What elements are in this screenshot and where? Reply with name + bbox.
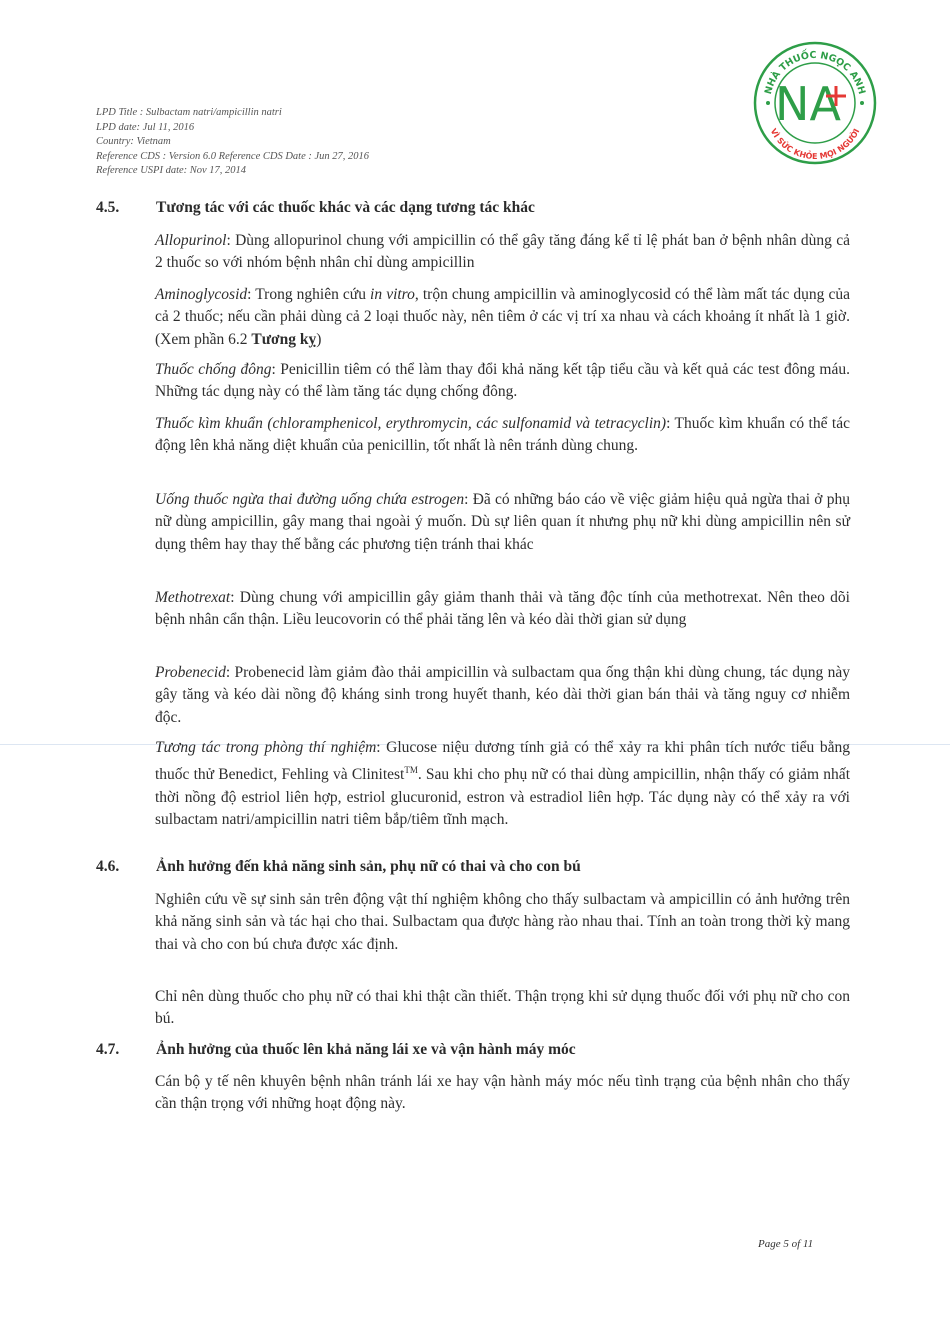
header-line-cds: Reference CDS : Version 6.0 Reference CDS Date : Jun 27, 2016 — [96, 150, 370, 162]
section-number: 4.6. — [96, 858, 120, 875]
paragraph-oral-contraceptive: Uống thuốc ngừa thai đường uống chứa estrogen: Đã có những báo cáo về việc giảm hiệu quả ngừa thai ở phụ nữ dùng ampicillin, gây mang thai ngoài ý muốn. Dù sự liên quan ít nhưng phụ nữ khi dùng ampicillin nên sử dụng thêm hay thay thế bằng các phương tiện tránh thai khác — [155, 491, 851, 553]
section-4-7-heading — [96, 1041, 576, 1059]
pharmacy-stamp-logo — [752, 40, 878, 166]
paragraph-bacteriostatic: Thuốc kìm khuẩn (chloramphenicol, erythromycin, các sulfonamid và tetracyclin): Thuốc kìm khuẩn có thể tác động lên khả năng diệt khuẩn của penicillin, tốt nhất là nên tránh dùng chung. — [155, 415, 850, 455]
section-title: Ảnh hưởng đến khả năng sinh sản, phụ nữ có thai và cho con bú — [156, 858, 581, 875]
header-line-uspi: Reference USPI date: Nov 17, 2014 — [96, 165, 247, 177]
paragraph-lab-interaction: Tương tác trong phòng thí nghiệm: Glucose niệu dương tính giả có thể xảy ra khi phân tích nước tiểu bằng thuốc thử Benedict, Fehling và Clinitest™. Sau khi cho phụ nữ có thai dùng ampicillin, nhận thấy có giảm nhất thời nồng độ estriol liên hợp, estriol glucuronid, estron và estradiol liên hợp. Tác dụng này có thể xảy ra với sulbactam natri/ampicillin natri tiêm bắp/tiêm tĩnh mạch. — [155, 739, 850, 829]
section-4-5-heading — [96, 199, 535, 217]
header-line-date: LPD date: Jul 11, 2016 — [96, 121, 195, 133]
stamp-top-text: NHÀ THUỐC NGỌC ANH — [762, 49, 868, 96]
drug-term: Thuốc chống đông — [155, 361, 272, 378]
paragraph-pregnancy-caution: Chỉ nên dùng thuốc cho phụ nữ có thai khi thật cần thiết. Thận trọng khi sử dụng thuốc đối với phụ nữ cho con bú. — [155, 988, 850, 1028]
section-number: 4.7. — [96, 1041, 120, 1058]
page-number: Page 5 of 11 — [758, 1238, 814, 1250]
paragraph-allopurinol: Allopurinol: Dùng allopurinol chung với ampicillin có thể gây tăng đáng kể tỉ lệ phát ban ở bệnh nhân dùng cả 2 thuốc so với nhóm bệnh nhân chỉ dùng ampicillin — [155, 232, 850, 272]
drug-term: Thuốc kìm khuẩn (chloramphenicol, erythromycin, các sulfonamid và tetracyclin) — [155, 415, 667, 432]
header-line-title: LPD Title : Sulbactam natri/ampicillin natri — [96, 107, 282, 118]
section-title: Tương tác với các thuốc khác và các dạng tương tác khác — [156, 199, 535, 216]
drug-term: Aminoglycosid — [155, 286, 248, 303]
section-4-6-heading — [96, 858, 581, 876]
drug-term: Uống thuốc ngừa thai đường uống chứa estrogen — [155, 491, 465, 508]
paragraph-fertility: Nghiên cứu về sự sinh sản trên động vật thí nghiệm không cho thấy sulbactam và ampicillin có ảnh hưởng trên khả năng sinh sản và tác hại cho thai. Sulbactam qua được hàng rào nhau thai. Tính an toàn trong thời kỳ mang thai và cho con bú chưa được xác định. — [155, 891, 850, 953]
section-number: 4.5. — [96, 199, 120, 216]
stamp-letters: NA — [775, 77, 841, 131]
paragraph-driving: Cán bộ y tế nên khuyên bệnh nhân tránh lái xe hay vận hành máy móc nếu tình trạng của bệnh nhân cho thấy cần thận trọng với những hoạt động này. — [155, 1073, 850, 1113]
stamp-dot-left — [766, 101, 770, 105]
stamp-dot-right — [860, 101, 864, 105]
paragraph-probenecid: Probenecid: Probenecid làm giảm đào thải ampicillin và sulbactam qua ống thận khi dùng chung, tác dụng này gây tăng và kéo dài nồng độ kháng sinh trong huyết thanh, kéo dài thời gian bán thải và tăng nguy cơ nhiễm độc. — [155, 664, 850, 726]
stamp-bottom-text: VÌ SỨC KHỎE MỌI NGƯỜI — [768, 127, 862, 161]
drug-term: Methotrexat — [155, 589, 231, 606]
drug-term: Probenecid — [155, 664, 226, 681]
section-title: Ảnh hưởng của thuốc lên khả năng lái xe và vận hành máy móc — [156, 1041, 576, 1058]
drug-term: Allopurinol — [155, 232, 227, 249]
header-line-country: Country: Vietnam — [96, 136, 171, 148]
drug-term: Tương tác trong phòng thí nghiệm — [155, 739, 377, 756]
paragraph-anticoagulant: Thuốc chống đông: Penicillin tiêm có thể làm thay đổi khả năng kết tập tiểu cầu và kết quả các test đông máu. Những tác dụng này có thể làm tăng tác dụng chống đông. — [155, 361, 850, 401]
cross-reference: Tương kỵ — [251, 330, 317, 348]
paragraph-aminoglycosid: Aminoglycosid: Trong nghiên cứu in vitro, trộn chung ampicillin và aminoglycosid có thể làm mất tác dụng của cả 2 thuốc; nếu cần phải dùng cả 2 loại thuốc này, nên tiêm ở các vị trí xa nhau và cách khoảng ít nhất là 1 giờ. (Xem phần 6.2 Tương kỵ) — [155, 286, 850, 348]
document-header — [96, 106, 369, 179]
trademark-symbol: TM — [404, 765, 418, 776]
paragraph-methotrexat: Methotrexat: Dùng chung với ampicillin gây giảm thanh thải và tăng độc tính của methotrexat. Nên theo dõi bệnh nhân cẩn thận. Liều leucovorin có thể phải tăng lên và kéo dài thời gian sử dụng — [155, 589, 850, 629]
